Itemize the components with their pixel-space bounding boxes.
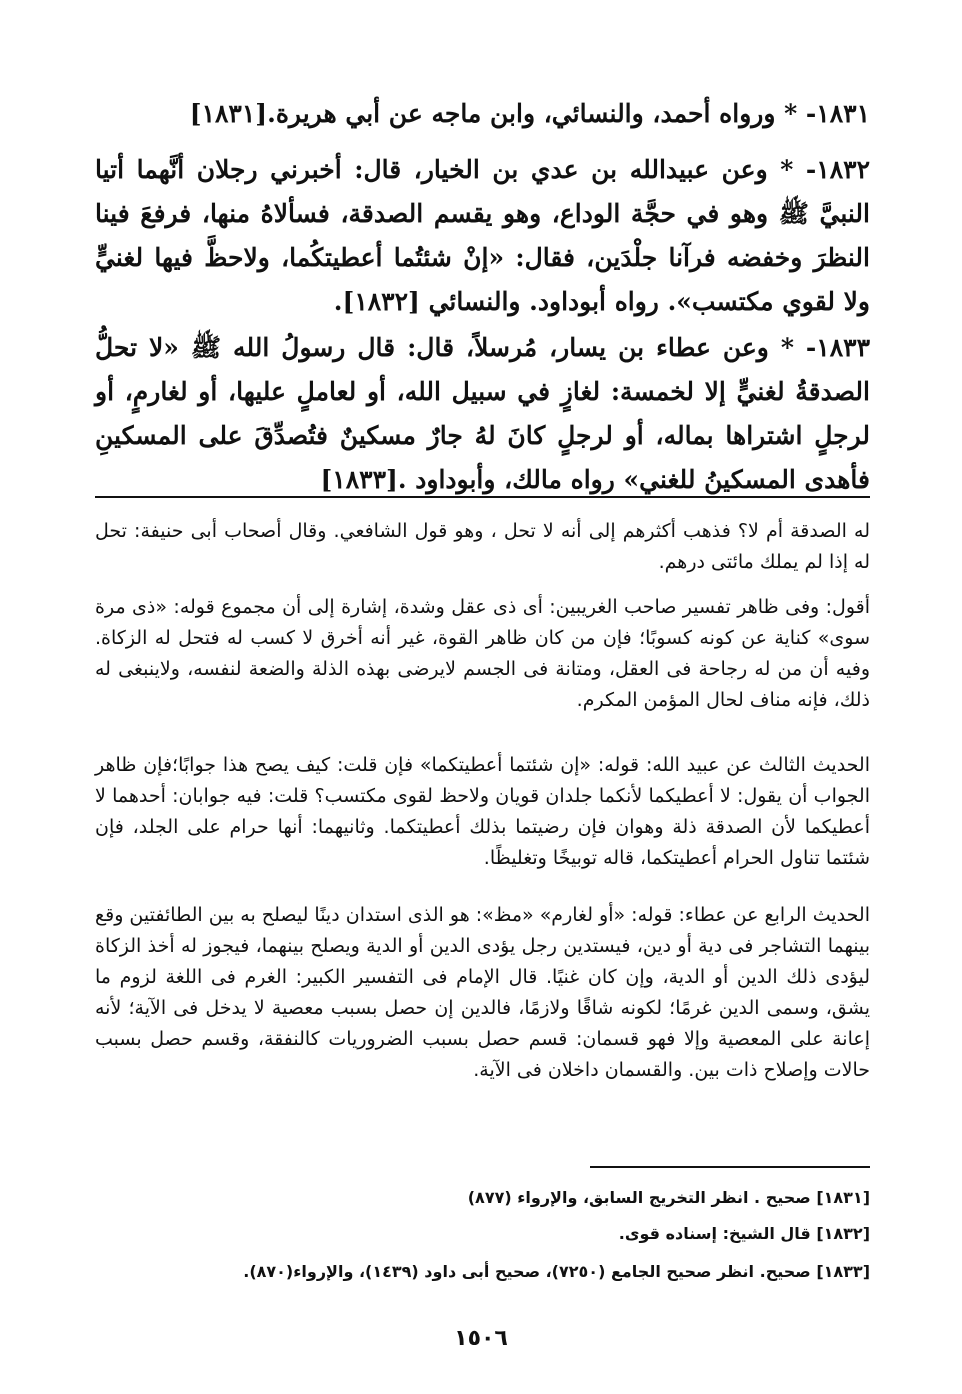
footnote-1831: [١٨٣١] صحيح . انظر التخريج السابق، والإرواء (٨٧٧) xyxy=(467,1188,870,1207)
main-text-divider xyxy=(95,496,870,498)
commentary-paragraph-3: الحديث الثالث عن عبيد الله: قوله: «إن شئتما أعطيتكما» فإن قلت: كيف يصح هذا جوابًا؛فإن ظاهر الجواب أن يقول: لا أعطيكما لأنكما جلدان قويان ولاحظ لقوى مكتسب؟ قلت: فيه جوابان: أحدهما لا أعطيكما لأن الصدقة ذلة وهوان فإن رضيتما بذلك أعطيتكما. وثانيهما: أنها حرام على الجلد، فإن شئتما تناول الحرام أعطيتكما، قاله توبيخًا وتغليظًا. xyxy=(95,754,870,869)
commentary-paragraph-1: له الصدقة أم لا؟ فذهب أكثرهم إلى أنه لا تحل ، وهو قول الشافعي. وقال أصحاب أبى حنيفة: تحل له إذا لم يملك مائتى درهم. xyxy=(95,520,870,573)
footnote-1833: [١٨٣٣] صحيح. انظر صحيح الجامع (٧٢٥٠)، صحيح أبى داود (١٤٣٩)، والإرواء(٨٧٠). xyxy=(243,1262,870,1281)
footnote-divider xyxy=(590,1166,870,1168)
hadith-1831: ١٨٣١- * ورواه أحمد، والنسائي، وابن ماجه عن أبي هريرة.[١٨٣١] xyxy=(189,99,870,128)
footnote-1832: [١٨٣٢] قال الشيخ: إسناده قوى. xyxy=(618,1224,870,1243)
page-number: ١٥٠٦ xyxy=(454,1326,508,1351)
hadith-1833: ١٨٣٣- * وعن عطاء بن يسار، مُرسلاً، قال: قال رسولُ الله ﷺ «لا تحلُّ الصدقةُ لغنيٍّ إلا لخمسة: لغازٍ في سبيل الله، أو لعاملٍ عليها، أو لغارمٍ، أو لرجلٍ اشتراها بماله، أو لرجلٍ كانَ لهُ جارٌ مسكينٌ فتُصدِّقَ على المسكينِ فأهدى المسكينُ للغني» رواه مالك، وأبوداود .[١٨٣٣] xyxy=(95,333,870,494)
hadith-1832: ١٨٣٢- * وعن عبيدالله بن عدي بن الخيار، قال: أخبرني رجلان أنَّهما أتيا النبيَّ ﷺ وهو في حجَّة الوداع، وهو يقسم الصدقة، فسألاهُ منها، فرفعَ فينا النظرَ وخفضه فرآنا جلْدَين، فقال: «إنْ شئتُما أعطيتكُما، ولاحظَّ فيها لغنيٍّ ولا لقوي مكتسب». رواه أبوداود. والنسائي [١٨٣٢]. xyxy=(95,155,870,316)
commentary-paragraph-4: الحديث الرابع عن عطاء: قوله: «أو لغارم» «مظ»: هو الذى استدان دينًا ليصلح به بين الطائفتين وقع بينهما التشاجر فى دية أو دين، فيستدين رجل يؤدى الدين أو الدية ويصلح بينهما، فيجوز له أخذ الزكاة ليؤدى ذلك الدين أو الدية، وإن كان غنيًا. قال الإمام فى التفسير الكبير: الغرم فى اللغة لزوم ما يشق، وسمى الدين غرمًا؛ لكونه شاقًا ولازمًا، فالدين إن حصل بسبب معصية لا يدخل فى الآية؛ لأنه إعانة على المعصية وإلا فهو قسمان: قسم حصل بسبب الضروريات كالنفقة، وقسم حصل بسبب حالات وإصلاح ذات بين. والقسمان داخلان فى الآية. xyxy=(95,904,870,1081)
commentary-paragraph-2: أقول: وفى ظاهر تفسير صاحب الغريبين: أى ذى عقل وشدة، إشارة إلى أن مجموع قوله: «ذى مرة سوى» كناية عن كونه كسوبًا؛ فإن من كان ظاهر القوة، غير أنه أخرق لا كسب له فتحل له الزكاة. وفيه أن من له رجاحة فى العقل، ومتانة فى الجسم لايرضى بهذه الذلة والضعة لنفسه، ولاينبغى له ذلك، فإنه مناف لحال المؤمن المكرم. xyxy=(95,596,870,711)
